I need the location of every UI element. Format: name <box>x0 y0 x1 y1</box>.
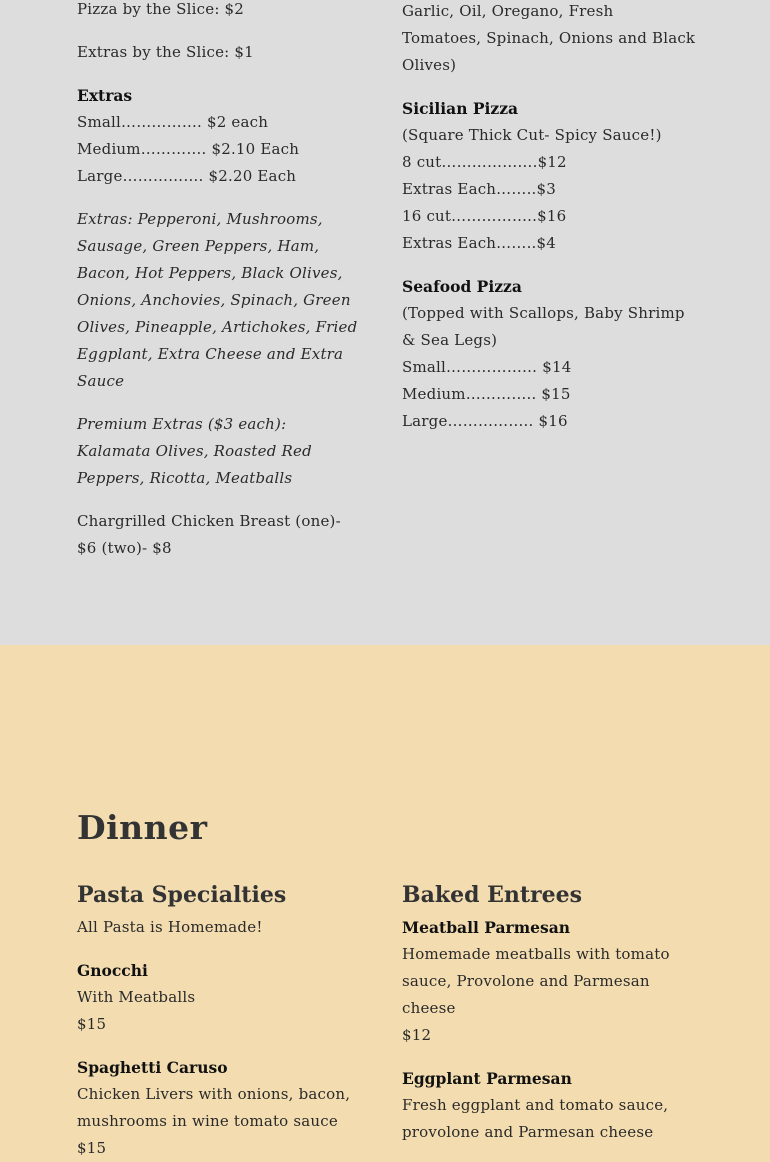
pizza-right-column <box>402 0 696 435</box>
gnocchi-desc: With Meatballs <box>77 988 196 1006</box>
sicilian-8-extras: Extras Each……..$3 <box>402 180 556 198</box>
extras-large: Large……………. $2.20 Each <box>77 167 297 185</box>
baked-column <box>402 880 692 1146</box>
sicilian-pizza-title: Sicilian Pizza <box>402 99 519 118</box>
premium-extras-list: Premium Extras ($3 each): Kalamata Olives, Roasted Red Peppers, Ricotta, Meatballs <box>77 415 312 487</box>
extras-list: Extras: Pepperoni, Mushrooms, Sausage, Green Peppers, Ham, Bacon, Hot Peppers, Black Olives, Onions, Anchovies, Spinach, Green Olives, Pineapple, Artichokes, Fried Eggplant, Extra Cheese and Extra Sauce <box>77 210 358 390</box>
sicilian-16-cut: 16 cut……………..$16 <box>402 207 567 225</box>
seafood-pizza-desc: (Topped with Scallops, Baby Shrimp & Sea Legs) <box>402 304 685 349</box>
slice-price: Pizza by the Slice: $2 <box>77 0 245 18</box>
spaghetti-caruso-desc: Chicken Livers with onions, bacon, mushrooms in wine tomato sauce <box>77 1085 351 1130</box>
sicilian-pizza-desc: (Square Thick Cut- Spicy Sauce!) <box>402 126 662 144</box>
dinner-heading: Dinner <box>77 808 208 847</box>
eggplant-parmesan-desc: Fresh eggplant and tomato sauce, provolone and Parmesan cheese <box>402 1096 669 1141</box>
meatball-parmesan-title: Meatball Parmesan <box>402 918 571 937</box>
spaghetti-caruso-price: $15 <box>77 1139 107 1157</box>
spaghetti-caruso-title: Spaghetti Caruso <box>77 1058 228 1077</box>
seafood-large: Large…………….. $16 <box>402 412 568 430</box>
gnocchi-price: $15 <box>77 1015 107 1033</box>
pasta-note: All Pasta is Homemade! <box>77 918 263 936</box>
pasta-specialties-heading: Pasta Specialties <box>77 882 287 908</box>
seafood-medium: Medium………….. $15 <box>402 385 571 403</box>
extras-slice-price: Extras by the Slice: $1 <box>77 43 254 61</box>
extras-medium: Medium…………. $2.10 Each <box>77 140 300 158</box>
sicilian-8-cut: 8 cut……………….$12 <box>402 153 567 171</box>
seafood-small: Small……………… $14 <box>402 358 572 376</box>
meatball-parmesan-price: $12 <box>402 1026 432 1044</box>
baked-entrees-heading: Baked Entrees <box>402 882 583 908</box>
chargrilled-chicken: Chargrilled Chicken Breast (one)- $6 (two)- $8 <box>77 512 341 557</box>
pasta-column <box>77 880 367 1162</box>
gnocchi-title: Gnocchi <box>77 961 148 980</box>
seafood-pizza-title: Seafood Pizza <box>402 277 522 296</box>
garlic-pizza-desc: Garlic, Oil, Oregano, Fresh Tomatoes, Spinach, Onions and Black Olives) <box>402 2 696 74</box>
meatball-parmesan-desc: Homemade meatballs with tomato sauce, Provolone and Parmesan cheese <box>402 945 670 1017</box>
sicilian-16-extras: Extras Each……..$4 <box>402 234 556 252</box>
pizza-left-column <box>77 0 367 562</box>
extras-title: Extras <box>77 86 133 105</box>
eggplant-parmesan-title: Eggplant Parmesan <box>402 1069 572 1088</box>
extras-small: Small……………. $2 each <box>77 113 269 131</box>
